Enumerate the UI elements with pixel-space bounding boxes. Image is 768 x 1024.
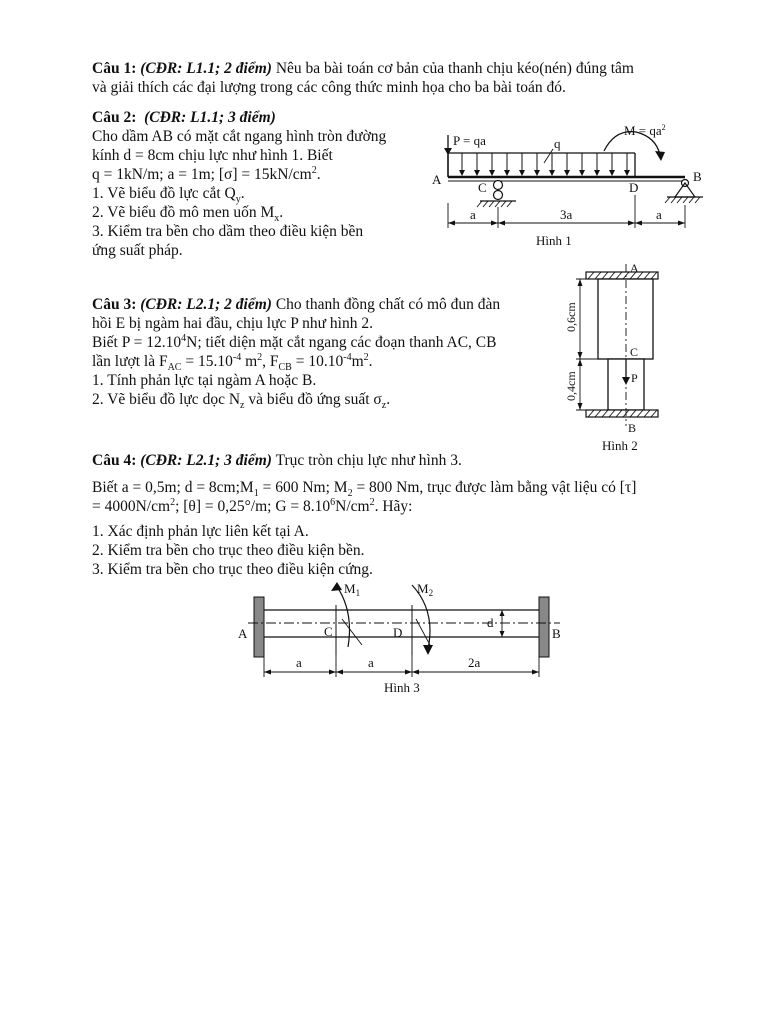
subscript: x xyxy=(274,213,280,225)
point-d-label: D xyxy=(629,180,639,195)
point-c-label: C xyxy=(324,624,333,639)
question-2 xyxy=(92,108,412,260)
given-p: Biết P = 12.10 xyxy=(92,334,182,351)
load-arrowhead xyxy=(564,170,570,176)
question-4-item-2: 2. Kiểm tra bền cho trục theo điều kiện bền. xyxy=(92,542,365,559)
point-a-label: A xyxy=(432,172,442,187)
punct: . xyxy=(240,185,245,202)
t: và biểu đồ ứng suất σ xyxy=(244,391,382,408)
moment-sup: 2 xyxy=(661,123,666,132)
dim-2a: 2a xyxy=(468,655,481,670)
question-3-line-1 xyxy=(92,295,542,314)
point-b-label: B xyxy=(552,626,561,641)
superscript: -4 xyxy=(232,351,242,363)
load-arrowhead xyxy=(624,170,630,176)
superscript: 2 xyxy=(363,351,369,363)
load-arrowhead xyxy=(609,170,615,176)
question-3-item-2 xyxy=(92,390,542,412)
point-b-label: B xyxy=(628,421,637,435)
question-4 xyxy=(92,451,702,579)
subscript: z xyxy=(381,400,387,412)
t: N/cm xyxy=(335,498,370,515)
superscript: 2 xyxy=(369,496,375,508)
question-4-text-1: Trục tròn chịu lực như hình 3. xyxy=(271,452,462,469)
point-a-label: A xyxy=(238,626,248,641)
moment-text: M = qa xyxy=(624,123,662,138)
question-2-item-3-cont: ứng suất pháp. xyxy=(92,242,183,259)
punct: . xyxy=(279,204,284,221)
force-p-arrowhead xyxy=(444,148,452,155)
m2-label xyxy=(417,581,433,598)
diameter-arrow-bottom xyxy=(500,631,505,637)
diameter-arrow-top xyxy=(500,610,505,616)
item-text: 1. Vẽ biểu đồ lực cắt Q xyxy=(92,185,236,202)
dim-a-1: a xyxy=(296,655,302,670)
question-2-given: q = 1kN/m; a = 1m; [σ] = 15kN/cm xyxy=(92,166,312,183)
point-b-label: B xyxy=(693,169,702,184)
load-arrowhead xyxy=(579,170,585,176)
point-a-label: A xyxy=(630,261,639,275)
question-4-line-3 xyxy=(92,497,702,516)
superscript: 2 xyxy=(311,164,317,176)
t: . xyxy=(386,391,391,408)
superscript: 4 xyxy=(181,332,187,344)
question-4-item-3: 3. Kiểm tra bền cho trục theo điều kiện cứng. xyxy=(92,561,373,578)
segment-ac xyxy=(598,279,653,359)
m1-text: M xyxy=(344,581,356,596)
load-arrowhead xyxy=(474,170,480,176)
load-arrowhead xyxy=(519,170,525,176)
load-arrowhead xyxy=(594,170,600,176)
t: m xyxy=(241,353,258,370)
t: = 600 Nm; M xyxy=(258,479,348,496)
t: = 800 Nm, trục được làm bằng vật liệu có [τ] xyxy=(352,479,637,496)
question-1-text-2: và giải thích các đại lượng trong các công thức minh họa cho ba bài toán đó. xyxy=(92,79,566,96)
left-wall xyxy=(254,597,264,657)
moment-m2-arrowhead xyxy=(423,645,433,655)
question-1-text-1: Nêu ba bài toán cơ bản của thanh chịu kéo(nén) đúng tâm xyxy=(271,60,634,77)
subscript: 1 xyxy=(253,488,259,500)
superscript: 2 xyxy=(170,496,176,508)
dim-a-left: a xyxy=(470,207,476,222)
load-arrowhead xyxy=(534,170,540,176)
question-2-line-3 xyxy=(92,165,412,184)
t: . Hãy: xyxy=(374,498,413,515)
superscript: -4 xyxy=(343,351,352,363)
question-2-meta: (CĐR: L1.1; 3 điểm) xyxy=(144,109,276,126)
figure-1 xyxy=(420,115,720,255)
question-3 xyxy=(92,295,542,412)
question-3-label: Câu 3: xyxy=(92,296,137,313)
t: = 4000N/cm xyxy=(92,498,171,515)
question-2-item-2 xyxy=(92,203,412,225)
t: . xyxy=(368,353,373,370)
figure-2-caption: Hình 2 xyxy=(602,438,638,453)
question-2-heading xyxy=(92,108,412,127)
support-b-hatch xyxy=(665,197,700,203)
force-p-label: P xyxy=(631,371,638,385)
item-text: 2. Vẽ biểu đồ mô men uốn M xyxy=(92,204,275,221)
question-3-text-1: Cho thanh đồng chất có mô đun đàn xyxy=(271,296,501,313)
question-3-line-4 xyxy=(92,351,542,374)
subscript: CB xyxy=(278,362,292,374)
question-4-item-1: 1. Xác định phản lực liên kết tại A. xyxy=(92,523,309,540)
question-2-line-2: kính d = 8cm chịu lực như hình 1. Biết xyxy=(92,147,333,164)
given-text: N; tiết diện mặt cắt ngang các đoạn thanh AC, CB xyxy=(186,334,497,351)
dim-3a: 3a xyxy=(560,207,573,222)
support-c-hatch xyxy=(477,201,512,207)
question-3-line-3 xyxy=(92,333,542,352)
figure-1-caption: Hình 1 xyxy=(536,233,572,248)
dimension-lines xyxy=(264,655,539,677)
dim-06cm: 0,6cm xyxy=(564,302,578,332)
question-1-meta: (CĐR: L1.1; 2 điểm) xyxy=(140,60,272,77)
dim-04cm: 0,4cm xyxy=(564,371,578,401)
load-arrowhead xyxy=(459,170,465,176)
t: Biết a = 0,5m; d = 8cm;M xyxy=(92,479,254,496)
question-2-item-3: 3. Kiểm tra bền cho dầm theo điều kiện bền xyxy=(92,223,364,240)
question-4-heading xyxy=(92,451,702,470)
question-1 xyxy=(92,59,697,97)
support-c-roller-top xyxy=(494,181,503,190)
question-2-label: Câu 2: xyxy=(92,109,137,126)
m2-sub: 2 xyxy=(428,588,434,598)
question-3-line-2: hồi E bị ngàm hai đầu, chịu lực P như hình 2. xyxy=(92,315,373,332)
question-4-meta: (CĐR: L2.1; 3 điểm) xyxy=(140,452,272,469)
t: = 10.10 xyxy=(291,353,344,370)
distributed-load-arrows xyxy=(459,153,630,176)
load-arrowhead xyxy=(549,170,555,176)
t: lần lượt là F xyxy=(92,353,168,370)
question-3-item-1: 1. Tính phản lực tại ngàm A hoặc B. xyxy=(92,372,317,389)
m2-text: M xyxy=(417,581,429,596)
subscript: AC xyxy=(167,362,182,374)
load-q-label: q xyxy=(554,136,561,151)
question-1-line-1 xyxy=(92,59,697,78)
diameter-label: d xyxy=(487,615,494,630)
punct: . xyxy=(316,166,321,183)
t: , F xyxy=(262,353,279,370)
figure-3-caption: Hình 3 xyxy=(384,680,420,695)
m1-sub: 1 xyxy=(355,588,361,598)
superscript: 2 xyxy=(257,351,263,363)
right-wall xyxy=(539,597,549,657)
t: ; [θ] = 0,25°/m; G = 8.10 xyxy=(175,498,331,515)
dim-a-right: a xyxy=(656,207,662,222)
question-4-label: Câu 4: xyxy=(92,452,137,469)
figure-2 xyxy=(548,258,688,458)
question-3-meta: (CĐR: L2.1; 2 điểm) xyxy=(140,296,272,313)
question-1-label: Câu 1: xyxy=(92,60,137,77)
moment-m1-arrowhead xyxy=(331,582,342,591)
point-c-label: C xyxy=(478,180,487,195)
subscript: 2 xyxy=(347,488,353,500)
moment-arrowhead xyxy=(655,151,665,161)
question-2-line-1: Cho dầm AB có mặt cắt ngang hình tròn đường xyxy=(92,128,387,145)
load-arrowhead xyxy=(489,170,495,176)
point-c-label: C xyxy=(630,345,639,359)
t: m xyxy=(351,353,364,370)
support-c-roller-bottom xyxy=(494,191,503,200)
superscript: 6 xyxy=(330,496,336,508)
dim-a-2: a xyxy=(368,655,374,670)
load-arrowhead xyxy=(504,170,510,176)
question-2-item-1 xyxy=(92,184,412,206)
figure-3 xyxy=(230,575,580,700)
t: 2. Vẽ biểu đồ lực dọc N xyxy=(92,391,241,408)
t: = 15.10 xyxy=(181,353,233,370)
question-4-line-2 xyxy=(92,478,702,500)
point-d-label: D xyxy=(393,625,403,640)
subscript: z xyxy=(240,400,245,412)
moment-label xyxy=(624,123,666,138)
m1-label xyxy=(344,581,360,598)
force-p-label: P = qa xyxy=(453,133,486,148)
subscript: y xyxy=(235,194,241,206)
